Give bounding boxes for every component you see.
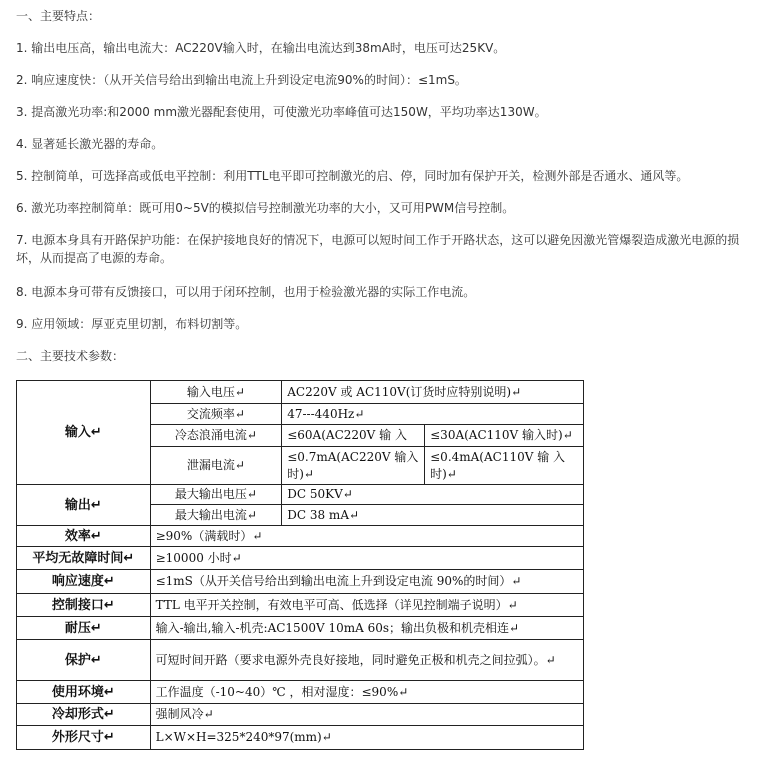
spec-label: 控制接口↵: [17, 594, 151, 617]
feature-item: 3. 提高激光功率:和2000 mm激光器配套使用，可使激光功率峰值可达150W，平均功率达130W。: [16, 105, 547, 119]
section-title-features: 一、主要特点：: [16, 9, 101, 23]
spec-label: 使用环境↵: [17, 681, 151, 704]
spec-value: 可短时间开路（要求电源外壳良好接地，同时避免正极和机壳之间拉弧）。↵: [150, 640, 583, 681]
feature-item: 8. 电源本身可带有反馈接口，可以用于闭环控制，也用于检验激光器的实际工作电流。: [16, 285, 476, 299]
spec-label: 外形尺寸↵: [17, 726, 151, 750]
spec-value: AC220V 或 AC110V(订货时应特别说明)↵: [282, 381, 584, 404]
spec-name: 最大输出电压↵: [150, 485, 282, 505]
spec-value: ≥90%（满载时）↵: [150, 526, 583, 547]
spec-value: ≤30A(AC110V 输入时)↵: [425, 425, 584, 447]
feature-item: 9. 应用领域：厚亚克里切割，布料切割等。: [16, 317, 248, 331]
spec-name: 输入电压↵: [150, 381, 282, 404]
spec-label: 效率↵: [17, 526, 151, 547]
feature-item: 4. 显著延长激光器的寿命。: [16, 137, 164, 151]
feature-item: 7. 电源本身具有开路保护功能：在保护接地良好的情况下，电源可以短时间工作于开路状态，这可以避免因激光管爆裂造成激光电源的损坏，从而提高了电源的寿命。: [16, 233, 740, 265]
spec-label: 冷却形式↵: [17, 704, 151, 726]
spec-value: ≤0.7mA(AC220V 输入时)↵: [282, 447, 425, 485]
spec-label: 平均无故障时间↵: [17, 547, 151, 570]
spec-label: 保护↵: [17, 640, 151, 681]
feature-item: 2. 响应速度快：（从开关信号给出到输出电流上升到设定电流90%的时间）：≤1mS。: [16, 73, 467, 87]
spec-value: TTL 电平开关控制，有效电平可高、低选择（详见控制端子说明）↵: [150, 594, 583, 617]
spec-value: 47---440Hz↵: [282, 404, 584, 425]
spec-value: ≥10000 小时↵: [150, 547, 583, 570]
spec-value: ≤1mS（从开关信号给出到输出电流上升到设定电流 90%的时间）↵: [150, 570, 583, 594]
spec-value: L×W×H=325*240*97(mm)↵: [150, 726, 583, 750]
section-title-specs: 二、主要技术参数：: [16, 349, 125, 363]
spec-value: ≤60A(AC220V 输 入: [282, 425, 425, 447]
input-label: 输入↵: [17, 381, 151, 485]
spec-name: 冷态浪涌电流↵: [150, 425, 282, 447]
spec-name: 交流频率↵: [150, 404, 282, 425]
feature-item: 1. 输出电压高，输出电流大：AC220V输入时，在输出电流达到38mA时，电压可达25KV。: [16, 41, 506, 55]
spec-name: 泄漏电流↵: [150, 447, 282, 485]
output-label: 输出↵: [17, 485, 151, 526]
spec-label: 耐压↵: [17, 617, 151, 640]
spec-table: [16, 380, 584, 750]
spec-value: ≤0.4mA(AC110V 输 入时)↵: [425, 447, 584, 485]
spec-value: 强制风冷↵: [150, 704, 583, 726]
spec-label: 响应速度↵: [17, 570, 151, 594]
feature-item: 5. 控制简单，可选择高或低电平控制：利用TTL电平即可控制激光的启、停，同时加有保护开关，检测外部是否通水、通风等。: [16, 169, 689, 183]
spec-value: DC 38 mA↵: [282, 505, 584, 526]
spec-value: 工作温度（-10~40）℃ ，相对湿度：≤90%↵: [150, 681, 583, 704]
spec-name: 最大输出电流↵: [150, 505, 282, 526]
spec-value: 输入-输出,输入-机壳:AC1500V 10mA 60s；输出负极和机壳相连↵: [150, 617, 583, 640]
spec-value: DC 50KV↵: [282, 485, 584, 505]
feature-item: 6. 激光功率控制简单：既可用0~5V的模拟信号控制激光功率的大小，又可用PWM信号控制。: [16, 201, 515, 215]
